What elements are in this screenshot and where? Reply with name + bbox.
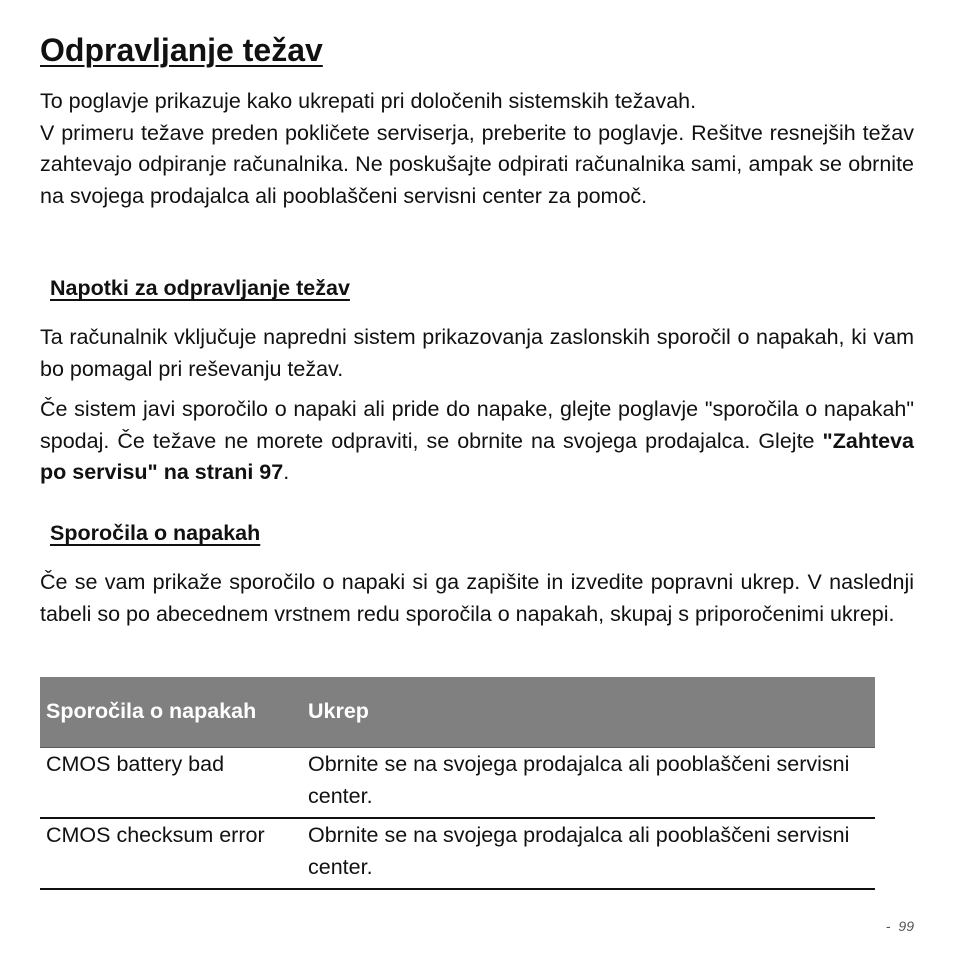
table-cell-action: Obrnite se na svojega prodajalca ali pooblaščeni servisni center.	[302, 818, 875, 889]
table-row	[40, 748, 875, 819]
error-messages-table	[40, 677, 875, 890]
napotki-paragraph-2	[40, 394, 914, 489]
intro-section	[40, 86, 914, 212]
page-number	[886, 918, 914, 934]
table-cell-message: CMOS checksum error	[40, 818, 302, 889]
sporocila-paragraph: Če se vam prikaže sporočilo o napaki si ga zapišite in izvedite popravni ukrep. V naslednji tabeli so po abecednem vrstnem redu sporočila o napakah, skupaj s priporočenimi ukrepi.	[40, 570, 914, 626]
napotki-paragraph-2-text: Če sistem javi sporočilo o napaki ali pride do napake, glejte poglavje "sporočila o napakah" spodaj. Če težave ne morete odpraviti, se obrnite na svojega prodajalca. Glejte	[40, 397, 914, 453]
page-number-dash: -	[885, 918, 891, 934]
napotki-paragraph-2-end: .	[283, 460, 290, 484]
table-cell-action: Obrnite se na svojega prodajalca ali pooblaščeni servisni center.	[302, 748, 875, 819]
table-header-row	[40, 677, 875, 748]
intro-line: To poglavje prikazuje kako ukrepati pri določenih sistemskih težavah.	[40, 89, 697, 113]
section-heading-sporocila: Sporočila o napakah	[50, 521, 261, 545]
intro-paragraph: V primeru težave preden pokličete serviserja, preberite to poglavje. Rešitve resnejših težav zahtevajo odpiranje računalnika. Ne poskušajte odpirati računalnika sami, ampak se obrnite na svojega prodajalca ali pooblaščeni servisni center za pomoč.	[40, 120, 914, 208]
section-heading-napotki: Napotki za odpravljanje težav	[50, 276, 350, 300]
page-title: Odpravljanje težav	[40, 32, 323, 68]
table-header-action: Ukrep	[302, 677, 875, 748]
napotki-paragraph-1: Ta računalnik vključuje napredni sistem prikazovanja zaslonskih sporočil o napakah, ki vam bo pomagal pri reševanju težav.	[40, 325, 914, 381]
table-row	[40, 818, 875, 889]
table-cell-message: CMOS battery bad	[40, 748, 302, 819]
page-number-value: 99	[898, 918, 914, 934]
table-header-messages: Sporočila o napakah	[40, 677, 302, 748]
service-request-link[interactable]: "Zahteva po servisu" na strani 97	[40, 428, 914, 484]
